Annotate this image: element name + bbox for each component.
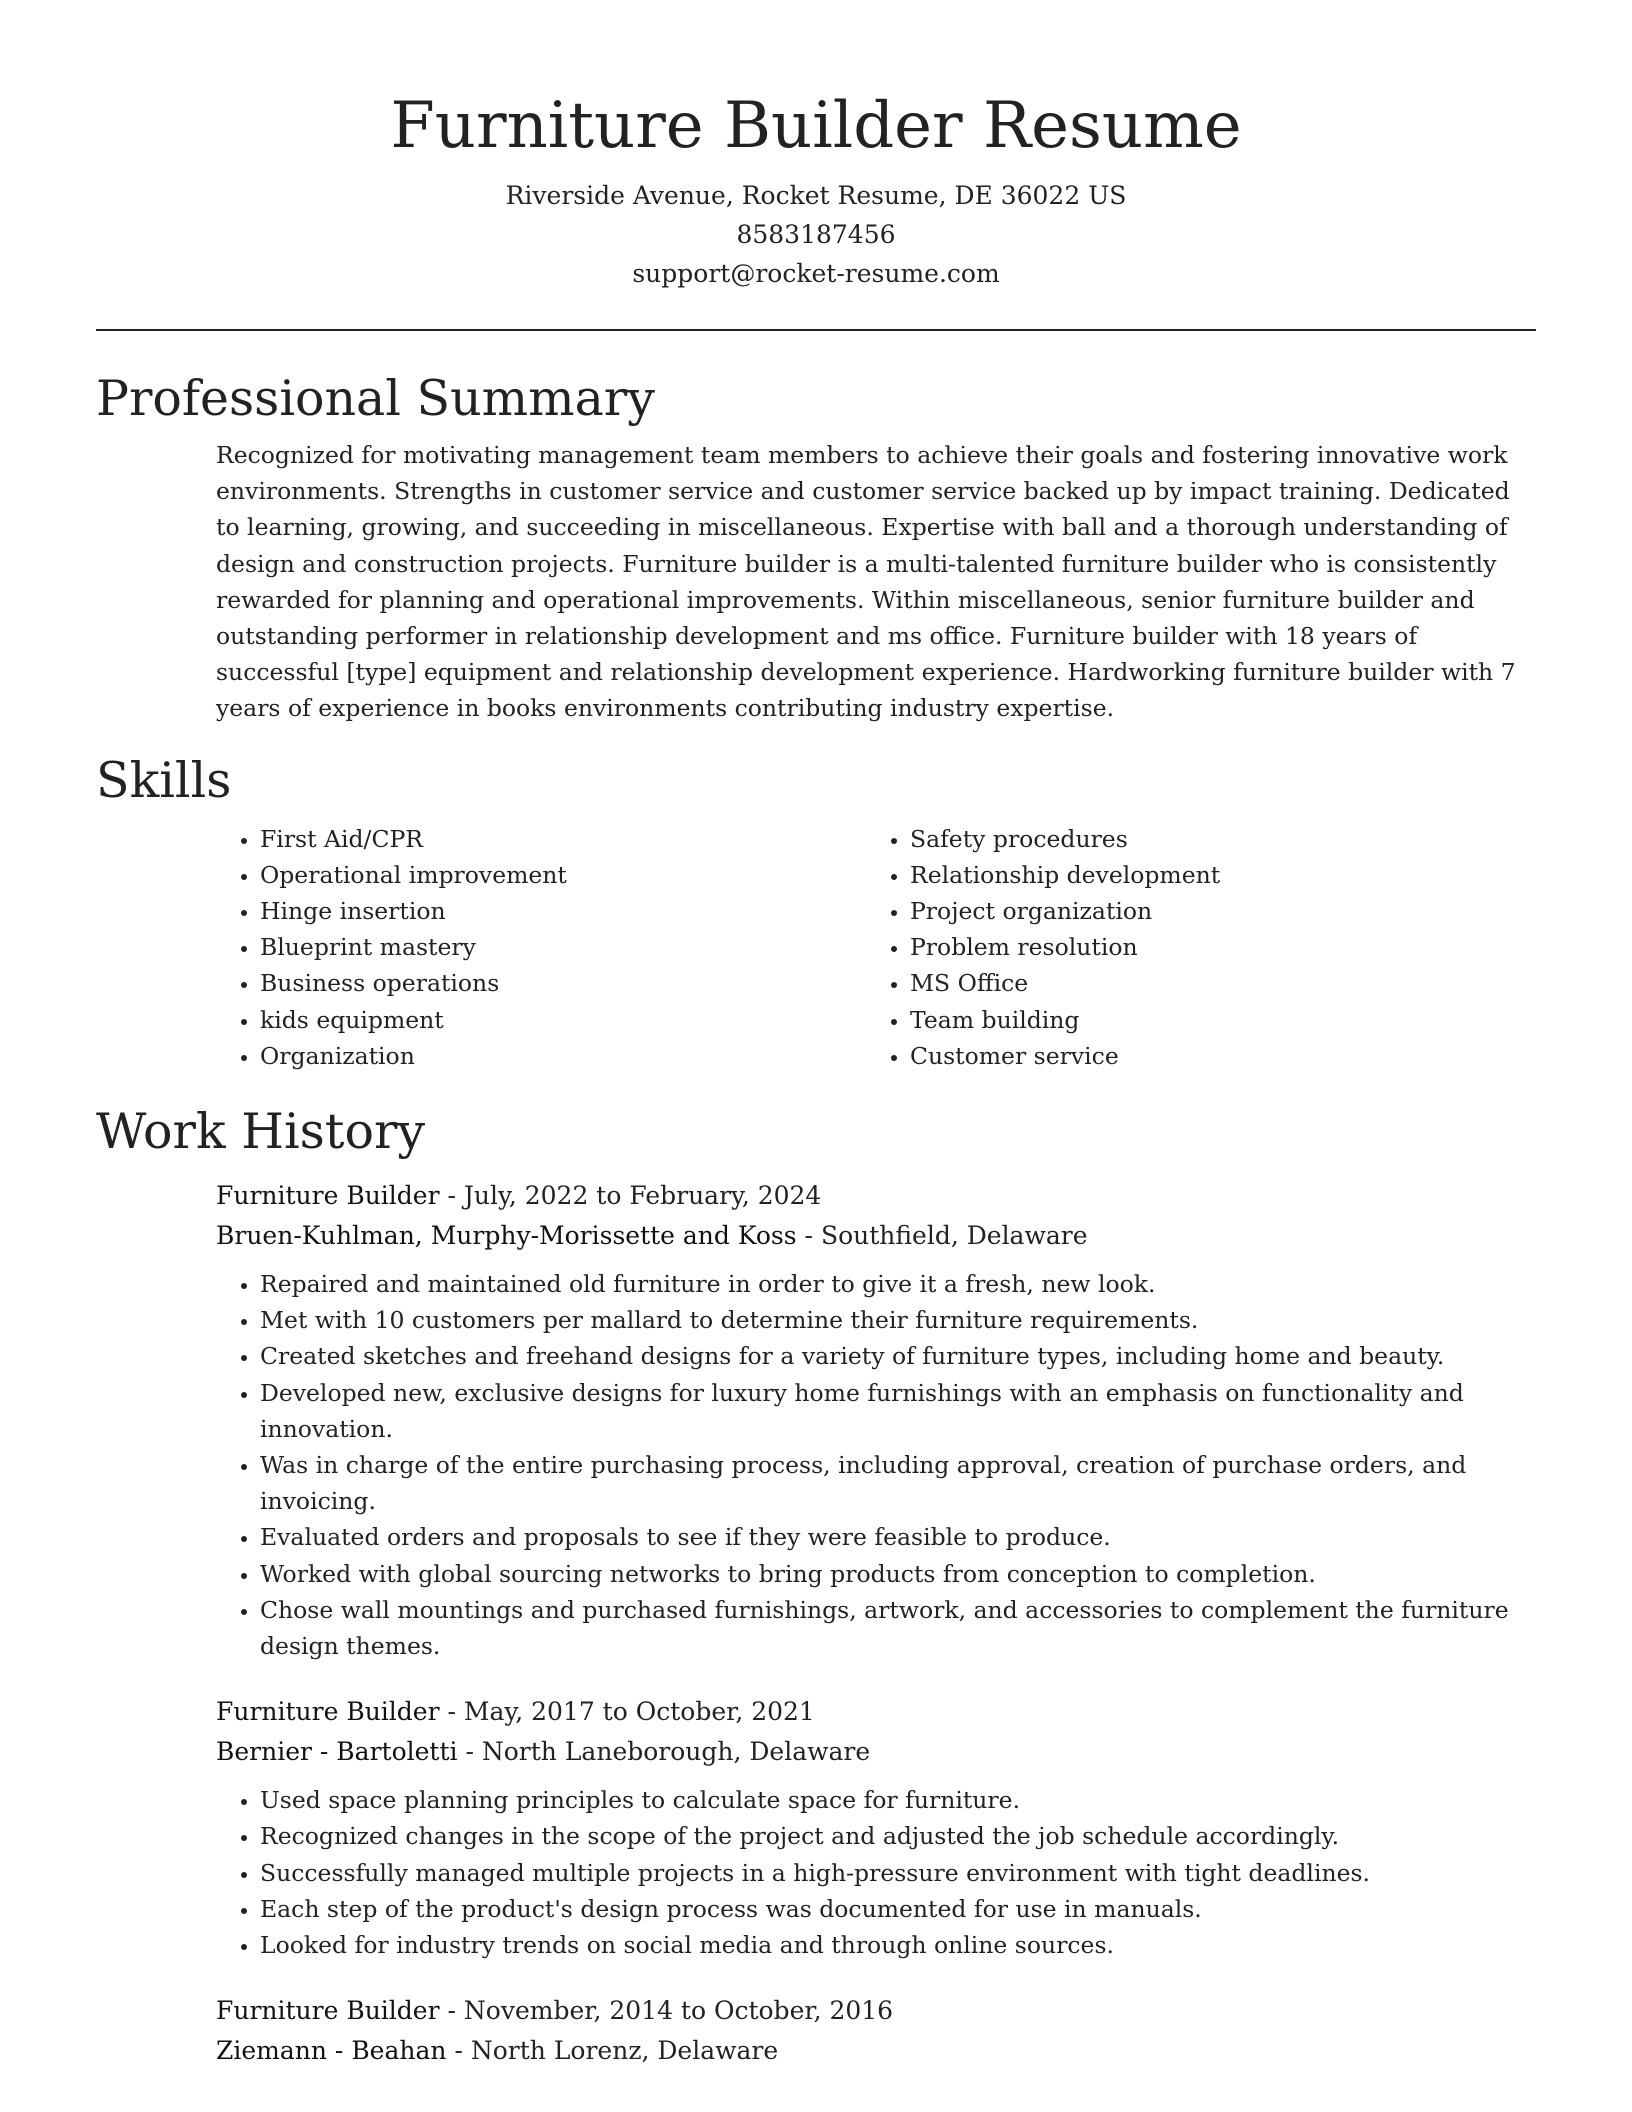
skill-item: • Operational improvement [260,857,866,893]
skill-item: • Business operations [260,965,866,1001]
job-bullet: • Developed new, exclusive designs for luxury home furnishings with an emphasis on functionality and innovation. [260,1375,1536,1447]
job-bullets [216,1782,1536,1963]
job-title: Furniture Builder [216,1996,440,2026]
skills-column-left [216,821,866,1074]
job-bullets [216,1266,1536,1664]
phone: 8583187456 [736,220,896,249]
job-title-line: Furniture Builder - July, 2022 to February, 2024 [216,1181,822,1211]
job-bullet: • Chose wall mountings and purchased furnishings, artwork, and accessories to complement the furniture design themes. [260,1592,1536,1664]
summary-heading: Professional Summary [96,370,655,427]
contact-block [96,176,1536,293]
skill-item: • Customer service [910,1038,1516,1074]
job-company-line: Bernier - Bartoletti - North Laneborough, Delaware [216,1737,871,1767]
summary-text: Recognized for motivating management team members to achieve their goals and fostering innovative work environments. Strengths in customer service and customer service backed up by impact training. Dedicated to learning, growing, and succeeding in miscellaneous. Expertise with ball and a thorough understanding of design and construction projects. Furniture builder is a multi-talented furniture builder who is consistently rewarded for planning and operational improvements. Within miscellaneous, senior furniture builder and outstanding performer in relationship development and ms office. Furniture builder with 18 years of successful [type] equipment and relationship development experience. Hardworking furniture builder with 7 years of experience in books environments contributing industry expertise. [216,441,1516,723]
skill-item: • Relationship development [910,857,1516,893]
job-entry [216,1176,1536,1664]
job-location: North Laneborough, Delaware [481,1737,871,1767]
skill-item: • Blueprint mastery [260,929,866,965]
job-title: Furniture Builder [216,1181,440,1211]
job-bullet: • Used space planning principles to calculate space for furniture. [260,1782,1536,1818]
work-history-heading: Work History [96,1103,426,1161]
job-company-line: Ziemann - Beahan - North Lorenz, Delaware [216,2036,779,2066]
email: support@rocket-resume.com [632,259,1000,288]
job-bullet: • Looked for industry trends on social media and through online sources. [260,1927,1536,1963]
job-title-line: Furniture Builder - November, 2014 to October, 2016 [216,1996,894,2026]
job-dates: July, 2022 to February, 2024 [463,1181,822,1211]
job-dates: November, 2014 to October, 2016 [463,1996,894,2026]
skills-column-right [866,821,1516,1074]
skill-item: • Project organization [910,893,1516,929]
job-company: Bernier - Bartoletti [216,1737,458,1767]
job-bullet: • Evaluated orders and proposals to see if they were feasible to produce. [260,1519,1536,1555]
job-location: North Lorenz, Delaware [470,2036,779,2066]
header-divider [96,329,1536,331]
skill-item: • MS Office [910,965,1516,1001]
job-bullet: • Successfully managed multiple projects in a high-pressure environment with tight deadlines. [260,1855,1536,1891]
skill-item: • Hinge insertion [260,893,866,929]
skill-item: • First Aid/CPR [260,821,866,857]
job-company: Ziemann - Beahan [216,2036,447,2066]
job-entry [216,1692,1536,1963]
skill-item: • Safety procedures [910,821,1516,857]
job-title-line: Furniture Builder - May, 2017 to October, 2021 [216,1697,815,1727]
job-bullet: • Worked with global sourcing networks to bring products from conception to completion. [260,1556,1536,1592]
resume-page [96,0,1536,2071]
job-company: Bruen-Kuhlman, Murphy-Morissette and Koss [216,1221,797,1251]
job-dates: May, 2017 to October, 2021 [463,1697,815,1727]
resume-title: Furniture Builder Resume [390,89,1242,163]
job-location: Southfield, Delaware [820,1221,1088,1251]
skill-item: • kids equipment [260,1002,866,1038]
job-bullet: • Was in charge of the entire purchasing process, including approval, creation of purchase orders, and invoicing. [260,1447,1536,1519]
job-title: Furniture Builder [216,1697,440,1727]
job-bullet: • Met with 10 customers per mallard to determine their furniture requirements. [260,1302,1536,1338]
skill-item: • Team building [910,1002,1516,1038]
skill-item: • Organization [260,1038,866,1074]
job-entry [216,1991,1536,2071]
job-bullet: • Created sketches and freehand designs for a variety of furniture types, including home and beauty. [260,1338,1536,1374]
job-bullet: • Repaired and maintained old furniture in order to give it a fresh, new look. [260,1266,1536,1302]
skills-heading: Skills [96,751,232,809]
resume-header [96,0,1536,293]
skill-item: • Problem resolution [910,929,1516,965]
job-bullet: • Recognized changes in the scope of the project and adjusted the job schedule accordingly. [260,1818,1536,1854]
address: Riverside Avenue, Rocket Resume, DE 36022 US [505,181,1127,210]
job-bullet: • Each step of the product's design process was documented for use in manuals. [260,1891,1536,1927]
job-company-line: Bruen-Kuhlman, Murphy-Morissette and Koss - Southfield, Delaware [216,1221,1088,1251]
skills-list [216,821,1536,1074]
